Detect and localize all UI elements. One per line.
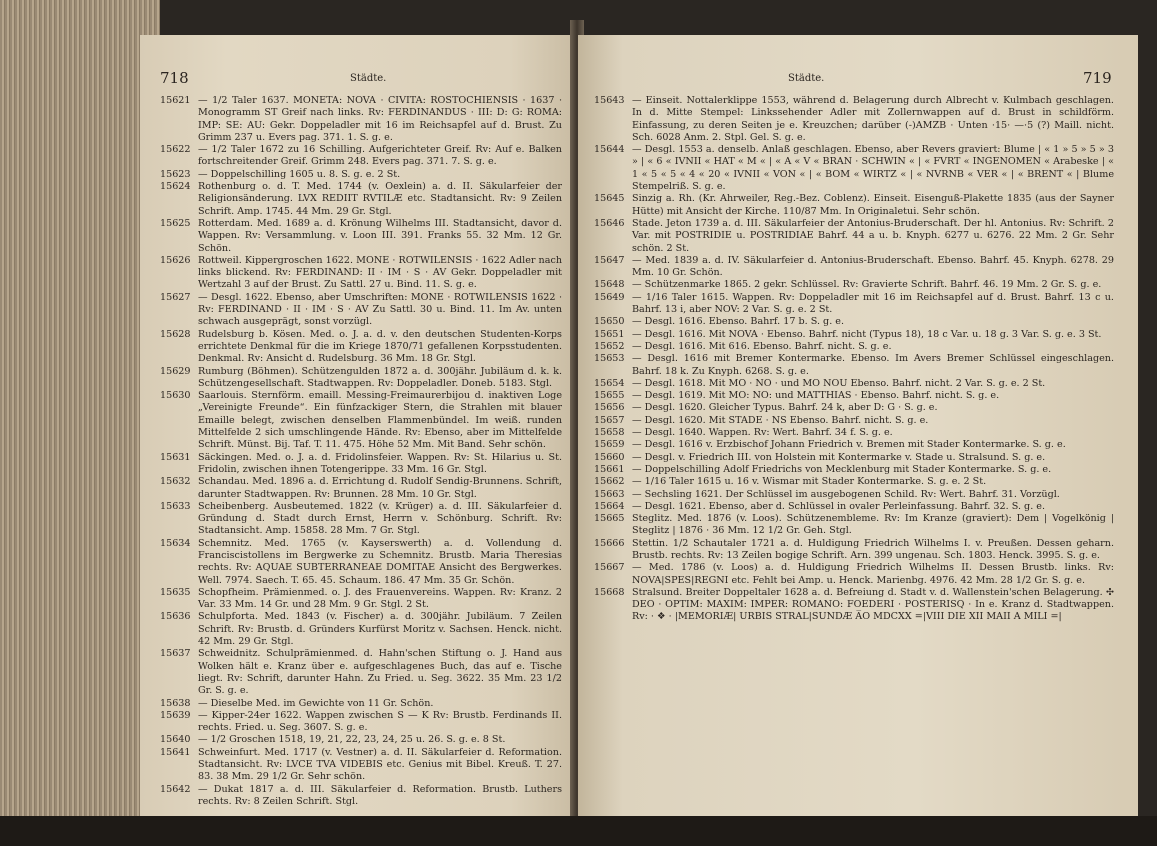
book-page-edges xyxy=(0,0,160,846)
entry-text: — Desgl. 1621. Ebenso, aber d. Schlüssel in ovaler Perleinfassung. Bahrf. 32. S. g. e. xyxy=(632,500,1046,512)
entry-text: — Einseit. Nottalerklippe 1553, während d. Belagerung durch Albrecht v. Kulmbach geschlagen. In d. Mitte Stempel: Linkssehender Adler mit Zollernwappen auf d. Brust in schildförm. Einfassung, zu deren Seiten je e. Kreuzchen; darüber (-)AMZB · Unten ·15· —·5 (?) Maill. nicht. Sch. 6028 Anm. 2. Stpl. Gel. S. g. e. xyxy=(632,95,1114,143)
catalog-entry xyxy=(594,353,1114,378)
right-entry-list xyxy=(594,95,1114,624)
catalog-entry xyxy=(594,587,1114,624)
entry-text: Schulpforta. Med. 1843 (v. Fischer) a. d. 300jähr. Jubiläum. 7 Zeilen Schrift. Rv: Brustb. d. Gründers Kurfürst Moritz v. Sachsen. Henck. nicht. 42 Mm. 29 Gr. Stgl. xyxy=(198,611,562,648)
catalog-entry xyxy=(594,144,1114,193)
catalog-entry xyxy=(594,95,1114,144)
catalog-entry xyxy=(160,255,562,292)
entry-number: 15661 xyxy=(594,463,625,475)
catalog-entry xyxy=(594,329,1114,341)
entry-number: 15657 xyxy=(594,414,625,426)
entry-text: — Schützenmarke 1865. 2 gekr. Schlüssel. Rv: Gravierte Schrift. Bahrf. 46. 19 Mm. 2 Gr. S. g. e. xyxy=(632,279,1102,291)
entry-text: — Desgl. 1618. Mit MO · NO · und MO NOU Ebenso. Bahrf. nicht. 2 Var. S. g. e. 2 St. xyxy=(632,377,1046,389)
catalog-entry xyxy=(160,501,562,538)
catalog-entry xyxy=(594,193,1114,218)
catalog-entry xyxy=(160,538,562,587)
entry-number: 15627 xyxy=(160,291,191,303)
entry-number: 15662 xyxy=(594,476,625,488)
entry-text: Schopfheim. Prämienmed. o. J. des Frauenvereins. Wappen. Rv: Kranz. 2 Var. 33 Mm. 14 Gr. und 28 Mm. 9 Gr. Stgl. 2 St. xyxy=(198,586,562,611)
entry-text: — Desgl. 1616 v. Erzbischof Johann Friedrich v. Bremen mit Stader Kontermarke. S. g. e. xyxy=(632,439,1066,451)
entry-text: — Desgl. 1616. Mit 616. Ebenso. Bahrf. nicht. S. g. e. xyxy=(632,340,892,352)
entry-text: — 1/2 Taler 1672 zu 16 Schilling. Aufgerichteter Greif. Rv: Auf e. Balken fortschreitender Greif. Grimm 248. Evers pag. 371. 7. S. g. e. xyxy=(198,144,562,168)
catalog-entry xyxy=(594,476,1114,488)
entry-text: — Doppelschilling 1605 u. 8. S. g. e. 2 St. xyxy=(198,168,401,180)
catalog-entry xyxy=(160,390,562,451)
entry-text: — 1/2 Groschen 1518, 19, 21, 22, 23, 24, 25 u. 26. S. g. e. 8 St. xyxy=(198,734,506,746)
entry-text: Rothenburg o. d. T. Med. 1744 (v. Oexlein) a. d. II. Säkularfeier der Religionsänderung. LVX REDIIT RVTILÆ etc. Stadtansicht. Rv: 9 Zeilen Schrift. Amp. 1745. 44 Mm. 29 Gr. Stgl. xyxy=(198,181,562,217)
entry-text: Schandau. Med. 1896 a. d. Errichtung d. Rudolf Sendig-Brunnens. Schrift, darunter Stadtwappen. Rv: Brunnen. 28 Mm. 10 Gr. Stgl. xyxy=(198,476,562,500)
entry-number: 15653 xyxy=(594,353,625,365)
entry-number: 15624 xyxy=(160,181,191,193)
entry-number: 15626 xyxy=(160,254,191,266)
entry-number: 15623 xyxy=(160,168,191,180)
catalog-entry xyxy=(594,292,1114,317)
catalog-entry xyxy=(594,452,1114,464)
entry-text: — 1/2 Taler 1637. MONETA: NOVA · CIVITA: ROSTOCHIENSIS · 1637 · Monogramm ST Greif nach links. Rv: FERDINANDUS · III: D: G: ROMA: IMP: SE: AU: Gekr. Doppeladler mit 16 im Reichsapfel auf d. Brust. Zu Grimm 237 u. Evers pag. 371. 1. S. g. e. xyxy=(198,95,562,143)
catalog-entry xyxy=(594,390,1114,402)
entry-text: — 1/16 Taler 1615 u. 16 v. Wismar mit Stader Kontermarke. S. g. e. 2 St. xyxy=(632,476,987,488)
catalog-entry xyxy=(160,95,562,144)
entry-number: 15636 xyxy=(160,611,191,623)
entry-number: 15642 xyxy=(160,783,191,795)
catalog-entry xyxy=(160,144,562,169)
catalog-entry xyxy=(594,464,1114,476)
catalog-entry xyxy=(160,452,562,477)
entry-text: — Med. 1786 (v. Loos) a. d. Huldigung Friedrich Wilhelms II. Dessen Brustb. links. Rv: NOVA|SPES|REGNI etc. Fehlt bei Amp. u. Henck. Marienbg. 4976. 42 Mm. 28 1/2 Gr. S. g. e. xyxy=(632,562,1114,586)
entry-number: 15648 xyxy=(594,279,625,291)
catalog-entry xyxy=(160,784,562,809)
entry-text: Steglitz. Med. 1876 (v. Loos). Schützenembleme. Rv: Im Kranze (graviert): Dem | Vogelkönig | Steglitz | 1876 · 36 Mm. 12 1/2 Gr. Geh. Stgl. xyxy=(632,513,1114,537)
entry-number: 15656 xyxy=(594,402,625,414)
entry-text: — Desgl. 1620. Mit STADE · NS Ebenso. Bahrf. nicht. S. g. e. xyxy=(632,414,929,426)
entry-number: 15629 xyxy=(160,365,191,377)
catalog-entry xyxy=(594,316,1114,328)
entry-text: — Desgl. 1619. Mit MO: NO: und MATTHIAS · Ebenso. Bahrf. nicht. S. g. e. xyxy=(632,390,1000,402)
entry-number: 15644 xyxy=(594,144,625,156)
entry-number: 15631 xyxy=(160,451,191,463)
entry-number: 15638 xyxy=(160,697,191,709)
catalog-entry xyxy=(594,279,1114,291)
catalog-entry xyxy=(594,378,1114,390)
entry-number: 15641 xyxy=(160,746,191,758)
entry-number: 15621 xyxy=(160,95,191,106)
entry-text: — Doppelschilling Adolf Friedrichs von Mecklenburg mit Stader Kontermarke. S. g. e. xyxy=(632,463,1052,475)
entry-number: 15668 xyxy=(594,586,625,598)
right-page-number: 719 xyxy=(1083,69,1112,87)
catalog-entry xyxy=(594,341,1114,353)
entry-number: 15632 xyxy=(160,476,191,488)
entry-text: — 1/16 Taler 1615. Wappen. Rv: Doppeladler mit 16 im Reichsapfel auf d. Brust. Bahrf. 13 c u. Bahrf. 13 i, aber NOV: 2 Var. S. g. e. 2 St. xyxy=(632,291,1114,316)
catalog-entry xyxy=(594,501,1114,513)
catalog-entry xyxy=(160,329,562,366)
entry-number: 15643 xyxy=(594,95,625,106)
catalog-entry xyxy=(160,611,562,648)
catalog-entry xyxy=(160,218,562,255)
entry-text: — Desgl. v. Friedrich III. von Holstein mit Kontermarke v. Stade u. Stralsund. S. g. e. xyxy=(632,451,1046,463)
catalog-entry xyxy=(594,415,1114,427)
catalog-entry xyxy=(160,698,562,710)
entry-text: Stettin. 1/2 Schautaler 1721 a. d. Huldigung Friedrich Wilhelms I. v. Preußen. Dessen geharn. Brustb. rechts. Rv: 13 Zeilen bogige Schrift. Arn. 399 ungenau. Sch. 1803. Henck. 3995. S. g. e. xyxy=(632,537,1114,561)
entry-text: Sinzig a. Rh. (Kr. Ahrweiler, Reg.-Bez. Coblenz). Einseit. Eisenguß-Plakette 1835 (aus der Sayner Hütte) mit Ansicht der Kirche. 110/87 Mm. In Originaletui. Sehr schön. xyxy=(632,193,1114,217)
entry-number: 15659 xyxy=(594,439,625,451)
left-page-number: 718 xyxy=(160,69,189,87)
entry-number: 15628 xyxy=(160,328,191,340)
catalog-entry xyxy=(594,439,1114,451)
catalog-entry xyxy=(160,734,562,746)
catalog-entry xyxy=(160,587,562,612)
entry-number: 15630 xyxy=(160,390,191,402)
entry-text: Stade. Jeton 1739 a. d. III. Säkularfeier der Antonius-Bruderschaft. Der hl. Antonius. Rv: Schrift. 2 Var. mit POSTRIDIE u. POSTRIDIAE Bahrf. 44 a u. b. Knyph. 6277 u. 6276. 22 Mm. 2 Gr. Sehr schön. 2 St. xyxy=(632,217,1114,254)
entry-text: Schweinfurt. Med. 1717 (v. Vestner) a. d. II. Säkularfeier d. Reformation. Stadtansicht. Rv: LVCE TVA VIDEBIS etc. Genius mit Bibel. Kreuß. T. 27. 83. 38 Mm. 29 1/2 Gr. Sehr schön. xyxy=(198,746,562,783)
entry-number: 15650 xyxy=(594,316,625,328)
entry-text: — Dieselbe Med. im Gewichte von 11 Gr. Schön. xyxy=(198,697,434,709)
entry-text: Rotterdam. Med. 1689 a. d. Krönung Wilhelms III. Stadtansicht, davor d. Wappen. Rv: Versammlung. v. Loon III. 391. Franks 55. 32 Mm. 12 Gr. Schön. xyxy=(198,217,562,254)
catalog-entry xyxy=(160,648,562,697)
entry-text: — Kipper-24er 1622. Wappen zwischen S — K Rv: Brustb. Ferdinands II. rechts. Fried. u. Seg. 3607. S. g. e. xyxy=(198,709,562,734)
left-page-header: Städte. xyxy=(350,73,387,84)
entry-number: 15625 xyxy=(160,217,191,229)
catalog-entry xyxy=(160,292,562,329)
entry-number: 15635 xyxy=(160,586,191,598)
catalog-entry xyxy=(160,476,562,501)
entry-number: 15658 xyxy=(594,427,625,439)
entry-number: 15640 xyxy=(160,734,191,746)
entry-text: — Desgl. 1640. Wappen. Rv: Wert. Bahrf. 34 f. S. g. e. xyxy=(632,427,893,439)
entry-number: 15665 xyxy=(594,513,625,525)
catalog-entry xyxy=(594,489,1114,501)
entry-text: Rudelsburg b. Kösen. Med. o. J. a. d. v. den deutschen Studenten-Korps errichtete Denkmal für die im Kriege 1870/71 gefallenen Korpsstudenten. Denkmal. Rv: Ansicht d. Rudelsburg. 36 Mm. 18 Gr. Stgl. xyxy=(198,328,562,365)
entry-text: Schemnitz. Med. 1765 (v. Kayserswerth) a. d. Vollendung d. Franciscistollens im Bergwerke zu Schemnitz. Brustb. Maria Theresias rechts. Rv: AQUAE SUBTERRANEAE DOMITAE Ansicht des Bergwerkes. Well. 7974. Saech. T. 65. 45. Schaum. 186. 47 Mm. 35 Gr. Schön. xyxy=(198,537,562,586)
entry-number: 15652 xyxy=(594,340,625,352)
catalog-entry xyxy=(160,747,562,784)
entry-text: Säckingen. Med. o. J. a. d. Fridolinsfeier. Wappen. Rv: St. Hilarius u. St. Fridolin, zwischen ihnen Totengerippe. 33 Mm. 16 Gr. Stgl. xyxy=(198,451,562,475)
entry-number: 15622 xyxy=(160,144,191,156)
entry-text: Schweidnitz. Schulprämienmed. d. Hahn'schen Stiftung o. J. Hand aus Wolken hält e. Kranz über e. aufgeschlagenes Buch, das auf e. Tische liegt. Rv: Schrift, darunter Hahn. Zu Fried. u. Seg. 3622. 35 Mm. 23 1/2 Gr. S. g. e. xyxy=(198,648,562,697)
entry-number: 15667 xyxy=(594,562,625,574)
entry-number: 15654 xyxy=(594,377,625,389)
left-entry-list xyxy=(160,95,562,808)
entry-text: Stralsund. Breiter Doppeltaler 1628 a. d. Befreiung d. Stadt v. d. Wallenstein'schen Belagerung. ✣ DEO · OPTIM: MAXIM: IMPER: ROMANO: FOEDERI · POSTERISQ · In e. Kranz d. Stadtwappen. Rv: · ❖ · |MEMORIÆ| URBIS STRAL|SUNDÆ A̅O MDCXX =|VIII DIE XII MAII A MILI =| xyxy=(632,586,1114,623)
entry-number: 15651 xyxy=(594,328,625,340)
entry-text: — Desgl. 1620. Gleicher Typus. Bahrf. 24 k, aber D: G · S. g. e. xyxy=(632,402,938,414)
entry-text: — Med. 1839 a. d. IV. Säkularfeier d. Antonius-Bruderschaft. Ebenso. Bahrf. 45. Knyph. 6278. 29 Mm. 10 Gr. Schön. xyxy=(632,254,1114,279)
entry-number: 15634 xyxy=(160,537,191,549)
catalog-entry xyxy=(594,427,1114,439)
catalog-entry xyxy=(594,513,1114,538)
catalog-entry xyxy=(594,255,1114,280)
catalog-entry xyxy=(594,538,1114,563)
entry-number: 15647 xyxy=(594,254,625,266)
background-table xyxy=(0,816,1157,846)
entry-text: Scheibenberg. Ausbeutemed. 1822 (v. Krüger) a. d. III. Säkularfeier d. Gründung d. Stadt durch Ernst, Herrn v. Schönburg. Schrift. Rv: Stadtansicht. Amp. 15858. 28 Mm. 7 Gr. Stgl. xyxy=(198,500,562,537)
catalog-entry xyxy=(594,562,1114,587)
catalog-entry xyxy=(160,710,562,735)
entry-text: — Desgl. 1622. Ebenso, aber Umschriften: MONE · ROTWILENSIS 1622 · Rv: FERDINAND · II · IM · S · AV Zu Sattl. 30 u. Bind. 11. Im Av. unten schwach ausgeprägt, sonst vorzügl. xyxy=(198,291,562,328)
entry-number: 15633 xyxy=(160,500,191,512)
entry-text: — Desgl. 1616. Mit NOVA · Ebenso. Bahrf. nicht (Typus 18), 18 c Var. u. 18 g. 3 Var. S. g. e. 3 St. xyxy=(632,328,1102,340)
entry-text: — Desgl. 1616 mit Bremer Kontermarke. Ebenso. Im Avers Bremer Schlüssel eingeschlagen. Bahrf. 18 k. Zu Knyph. 6268. S. g. e. xyxy=(632,353,1114,377)
entry-text: — Desgl. 1553 a. denselb. Anlaß geschlagen. Ebenso, aber Revers graviert: Blume | « 1 » 5 » 5 » 3 » | « 6 « IVNII « HAT « M « | « A « V « BRAN · SCHWIN « | « FVRT « INGENOMEN « Arabeske | « 1 « 5 « 5 « 4 « 20 « IVNII « VON « | « BOM « WIRTZ « | « NVRNB « VER « | « BRENT « | Blume Stempelriß. S. g. e. xyxy=(632,144,1114,193)
catalog-entry xyxy=(160,181,562,218)
entry-number: 15639 xyxy=(160,709,191,721)
entry-number: 15663 xyxy=(594,488,625,500)
entry-number: 15646 xyxy=(594,217,625,229)
catalog-entry xyxy=(160,366,562,391)
entry-text: Rumburg (Böhmen). Schützengulden 1872 a. d. 300jähr. Jubiläum d. k. k. Schützengesellschaft. Stadtwappen. Rv: Doppeladler. Doneb. 5183. Stgl. xyxy=(198,365,562,389)
entry-number: 15655 xyxy=(594,390,625,402)
entry-number: 15645 xyxy=(594,193,625,205)
catalog-entry xyxy=(594,402,1114,414)
right-page xyxy=(578,35,1138,835)
entry-number: 15666 xyxy=(594,537,625,549)
entry-text: — Sechsling 1621. Der Schlüssel im ausgebogenen Schild. Rv: Wert. Bahrf. 31. Vorzügl. xyxy=(632,488,1060,500)
entry-number: 15660 xyxy=(594,451,625,463)
left-page xyxy=(140,35,575,835)
entry-number: 15637 xyxy=(160,648,191,660)
right-page-header: Städte. xyxy=(788,73,825,84)
catalog-entry xyxy=(160,169,562,181)
entry-text: — Dukat 1817 a. d. III. Säkularfeier d. Reformation. Brustb. Luthers rechts. Rv: 8 Zeilen Schrift. Stgl. xyxy=(198,783,562,807)
catalog-entry xyxy=(594,218,1114,255)
entry-text: — Desgl. 1616. Ebenso. Bahrf. 17 b. S. g. e. xyxy=(632,316,845,328)
entry-text: Saarlouis. Sternförm. emaill. Messing-Freimaurerbijou d. inaktiven Loge „Vereinigte Freunde“. Ein fünfzackiger Stern, die Strahlen mit blauer Emaille belegt, zwischen denselben Flammenbündel. Im weiß. runden Mittelfelde 2 sich umschlingende Hände. Rv: Ebenso, aber im Mittelfelde Schrift. Münst. Bij. Taf. T. 11. 475. Höhe 52 Mm. Mit Band. Sehr schön. xyxy=(198,390,562,451)
entry-number: 15649 xyxy=(594,291,625,303)
entry-text: Rottweil. Kippergroschen 1622. MONE · ROTWILENSIS · 1622 Adler nach links blickend. Rv: FERDINAND: II · IM · S · AV Gekr. Doppeladler mit Wertzahl 3 auf der Brust. Zu Sattl. 27 u. Bind. 11. S. g. e. xyxy=(198,254,562,291)
entry-number: 15664 xyxy=(594,500,625,512)
